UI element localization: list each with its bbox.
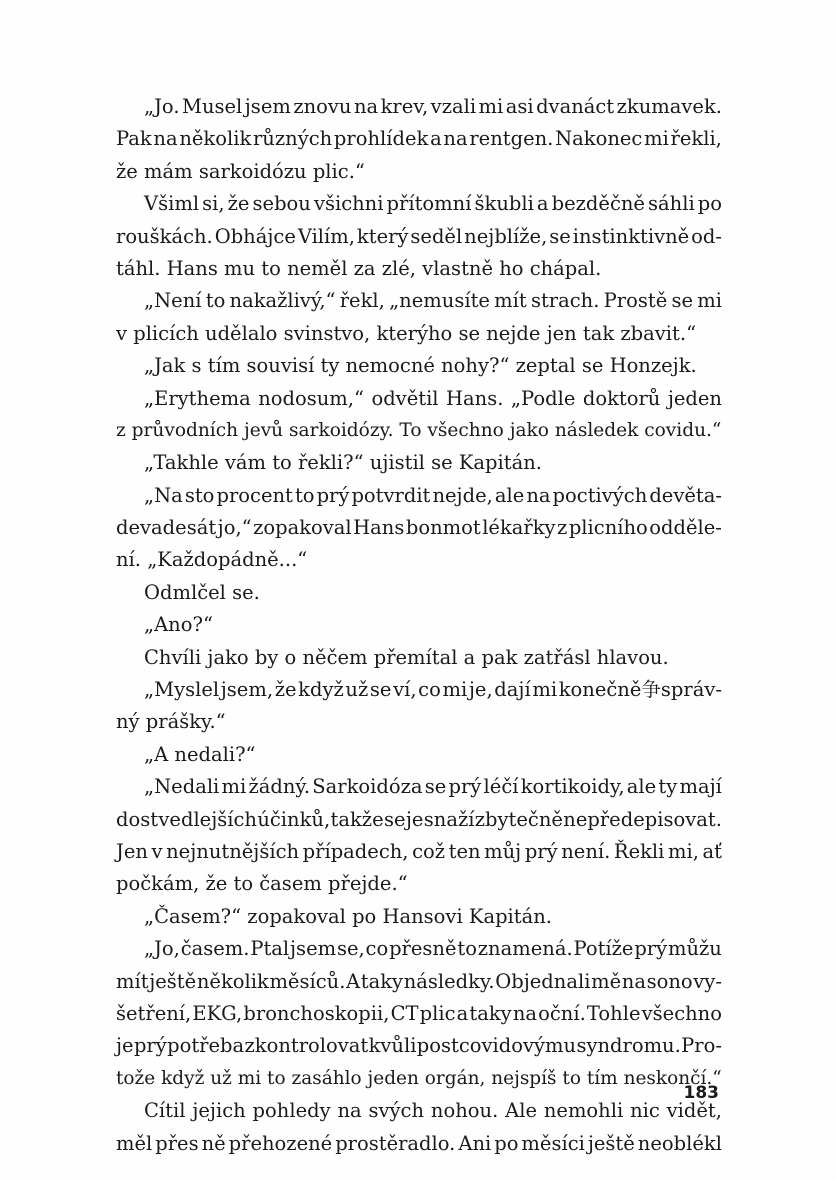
text-line: „Myslel jsem, že když už se ví, co mi je, dají mi konečně争správ- [144, 678, 722, 702]
text-line: šetření, EKG, bronchoskopii, CT plic a taky na oční. Tohle všechno [116, 1001, 722, 1025]
text-line: táhl. Hans mu to neměl za zlé, vlastně ho chápal. [116, 256, 602, 280]
page-number: 183 [683, 1083, 719, 1103]
text-line: dost vedlejších účinků, takže se je snaží zbytečně nepředepisovat. [116, 807, 722, 831]
text-line: tože když už mi to zasáhlo jeden orgán, nejspíš to tím neskončí.“ [116, 1067, 722, 1089]
text-line: je prý potřeba zkontrolovat kvůli postcovidovýmu syndromu. Pro- [116, 1034, 722, 1058]
text-line: Pak na několik různých prohlídek a na rentgen. Nakonec mi řekli, [116, 127, 722, 151]
text-line: „Jo, časem. Ptal jsem se, co přesně to znamená. Potíže prý můžu [144, 937, 722, 961]
text-line: počkám, že to časem přejde.“ [116, 872, 408, 896]
text-line: „Časem?“ zopakoval po Hansovi Kapitán. [144, 904, 553, 928]
text-line: „Takhle vám to řekli?“ ujistil se Kapitán. [144, 451, 542, 475]
text-line: „Jo. Musel jsem znovu na krev, vzali mi asi dvanáct zkumavek. [144, 95, 722, 118]
text-line: „Není to nakažlivý,“ řekl, „nemusíte mít strach. Prostě se mi [144, 289, 722, 313]
text-line: v plicích udělalo svinstvo, kterýho se nejde jen tak zbavit.“ [116, 321, 697, 345]
body-text [116, 91, 722, 1160]
text-line: „Erythema nodosum,“ odvětil Hans. „Podle doktorů jeden [144, 386, 722, 410]
text-line: „A nedali?“ [144, 742, 256, 766]
text-line: měl přes ně přehozené prostěradlo. Ani po měsíci ještě neoblékl [116, 1131, 722, 1155]
text-line: mít ještě několik měsíců. A taky následky. Objednali mě na sono vy- [116, 969, 722, 993]
text-line: Odmlčel se. [144, 580, 260, 604]
text-line: že mám sarkoidózu plic.“ [116, 159, 365, 183]
text-line: Cítil jejich pohledy na svých nohou. Ale nemohli nic vidět, [144, 1099, 722, 1123]
text-line: rouškách. Obhájce Vilím, který seděl nejblíže, se instinktivně od- [116, 224, 722, 248]
text-line: Jen v nejnutnějších případech, což ten můj prý není. Řekli mi, ať [116, 839, 722, 863]
text-line: „Nedali mi žádný. Sarkoidóza se prý léčí kortikoidy, ale ty mají [144, 775, 722, 799]
text-line: „Jak s tím souvisí ty nemocné nohy?“ zeptal se Honzejk. [144, 354, 697, 378]
text-line: ní. „Každopádně...“ [116, 548, 308, 572]
text-line: „Ano?“ [144, 613, 213, 637]
text-line: z průvodních jevů sarkoidózy. To všechno jako následek covidu.“ [116, 419, 722, 441]
text-line: devadesát jo,“ zopakoval Hans bonmot lékařky z plicního odděle- [116, 516, 722, 540]
text-line: „Na sto procent to prý potvrdit nejde, ale na poctivých devěta- [144, 483, 722, 507]
text-line: Chvíli jako by o něčem přemítal a pak zatřásl hlavou. [144, 645, 669, 669]
text-line: ný prášky.“ [116, 710, 226, 734]
text-line: Všiml si, že sebou všichni přítomní škubli a bezděčně sáhli po [144, 192, 722, 216]
